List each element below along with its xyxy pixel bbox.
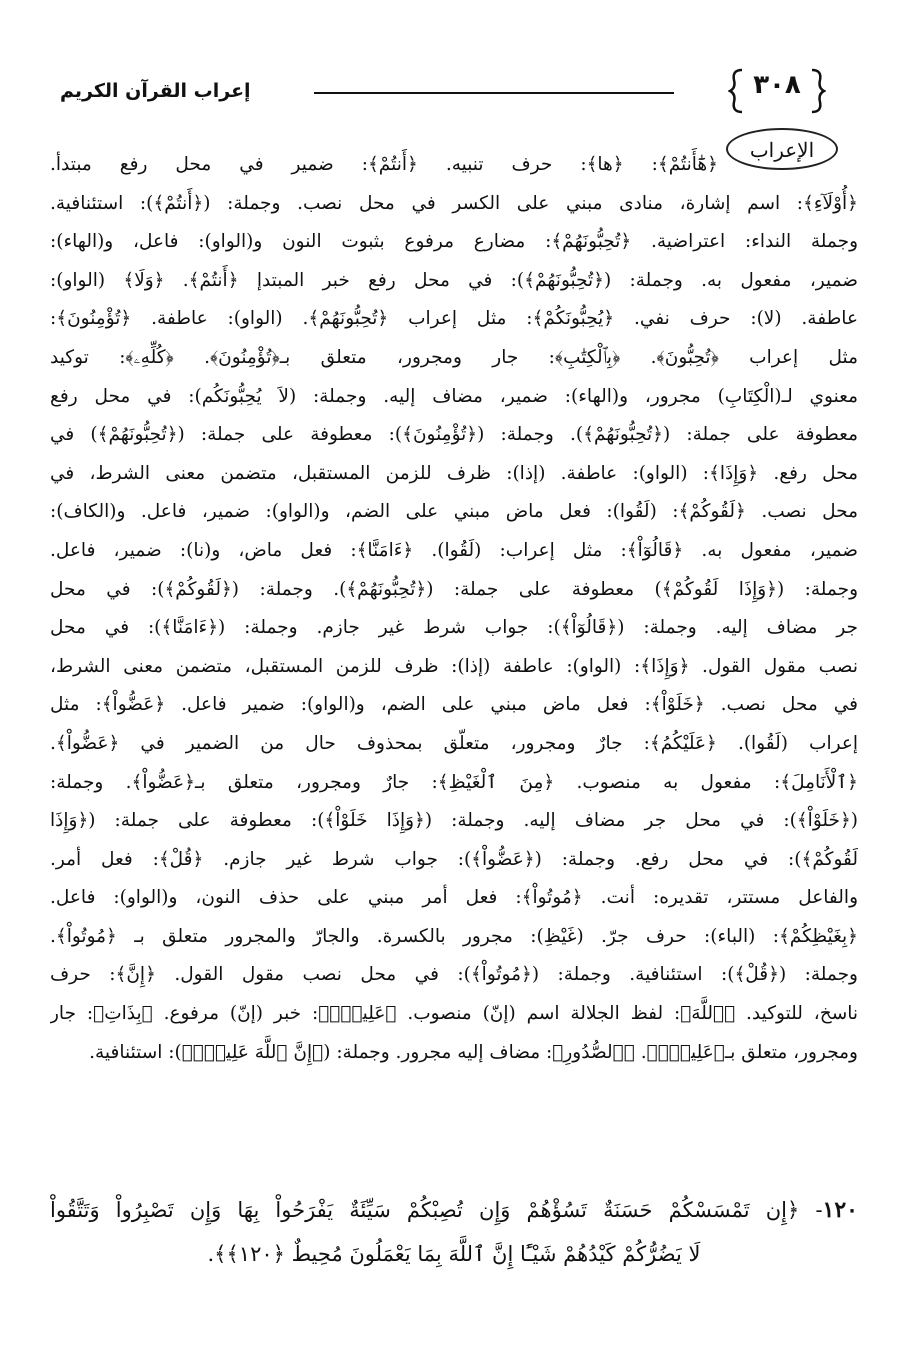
text-line: لَقُوكُمْ﴾): في محل رفع. وجملة: (﴿عَضُّواْ﴾): جواب شرط غير جازم. ﴿قُلْ﴾: فعل أمر. (50, 848, 858, 870)
text-line: عاطفة. (لا): حرف نفي. ﴿يُحِبُّونَكُمْ﴾: مثل إعراب ﴿تُحِبُّونَهُمْ﴾. (الواو): عاطفة. ﴿تُؤْمِنُونَ﴾: (50, 308, 858, 330)
section-badge: الإعراب (726, 128, 838, 170)
text-line: معنوي لـ(الْكِتَابِ) مجرور، و(الهاء): ضمير، مضاف إليه. وجملة: (لاَ يُحِبُّونَكُم): في محل رفع (50, 385, 858, 407)
text-line: ضمير، مفعول به. ﴿قَالُوٓاْ﴾: مثل إعراب: (لَقُوا). ﴿ءَامَنَّا﴾: فعل ماض، و(نا): ضمير، فاعل. (50, 539, 858, 561)
text-line: معطوفة على جملة: (﴿تُحِبُّونَهُمْ﴾). وجملة: (﴿تُؤْمِنُونَ﴾): معطوفة على جملة: (﴿تُحِبُّونَهُمْ﴾) في (50, 424, 858, 446)
text-line: ﴿بِغَيْظِكُمْ﴾: (الباء): حرف جرّ. (غَيْظِ): مجرور بالكسرة. والجارّ والمجرور متعلق بـ ﴿مُوتُواْ﴾. (50, 925, 858, 947)
page-number: ٣٠٨ (753, 70, 801, 100)
text-line: جر مضاف إليه. وجملة: (﴿قَالُوٓاْ﴾): جواب شرط غير جازم. وجملة: (﴿ءَامَنَّا﴾): في محل (50, 617, 858, 639)
text-line: محل رفع. ﴿وَإِذَا﴾: (الواو): عاطفة. (إذا): ظرف للزمن المستقبل، متضمن معنى الشرط، في (50, 462, 858, 484)
verse-line: لَا يَضُرُّكُمْ كَيْدُهُمْ شَيْـًٔا إِنَّ ٱللَّهَ بِمَا يَعْمَلُونَ مُحِيطٌ ﴿١٢٠﴾﴾. (207, 1242, 701, 1266)
verse-number: ١٢٠ (822, 1197, 858, 1223)
text-line: محل نصب. ﴿لَقُوكُمْ﴾: (لَقُوا): فعل ماض مبني على الضم، و(الواو): ضمير، فاعل. و(الكاف): (50, 501, 858, 523)
book-title: إعراب القرآن الكريم (60, 80, 251, 102)
page-header (60, 64, 848, 120)
verse-line: ١٢٠- ﴿إِن تَمْسَسْكُمْ حَسَنَةٌ تَسُؤْهُمْ وَإِن تُصِبْكُمْ سَيِّئَةٌ يَفْرَحُواْ بِهَا وَإِن تَصْبِرُواْ وَتَتَّقُواْ (50, 1197, 858, 1223)
text-line: (﴿خَلَوْاْ﴾): في محل جر مضاف إليه. وجملة: (﴿وَإِذَا خَلَوْاْ﴾): معطوفة على جملة: (﴿وَإِذَا (50, 810, 858, 832)
text-line: في محل نصب. ﴿خَلَوْاْ﴾: فعل ماض مبني على الضم، و(الواو): ضمير فاعل. ﴿عَضُّواْ﴾: مثل (50, 694, 858, 716)
page-number-frame (728, 66, 826, 116)
text-line: والفاعل مستتر، تقديره: أنت. ﴿مُوتُواْ﴾: فعل أمر مبني على حذف النون، و(الواو): فاعل. (50, 887, 858, 909)
verse-text: ﴿إِن تَمْسَسْكُمْ حَسَنَةٌ تَسُؤْهُمْ وَإِن تُصِبْكُمْ سَيِّئَةٌ يَفْرَحُواْ بِهَا وَإِن تَصْبِرُواْ وَتَتَّقُواْ (50, 1198, 800, 1222)
text-line: وجملة: (﴿قُلْ﴾): استئنافية. وجملة: (﴿مُوتُواْ﴾): في محل نصب مقول القول. ﴿إِنَّ﴾: حرف (50, 964, 858, 986)
text-line: ومجرور، متعلق بـ﴿عَلِيمٌۢ﴾. ﴿ٱلصُّدُورِ﴾: مضاف إليه مجرور. وجملة: (﴿إِنَّ ٱللَّهَ عَلِيمٌۢ﴾): استئنافية. (89, 1041, 858, 1063)
body-text (50, 146, 858, 1072)
text-line: إعراب (لَقُوا). ﴿عَلَيْكُمُ﴾: جارٌ ومجرور، متعلّق بمحذوف حال من الضمير في ﴿عَضُّواْ﴾. (50, 732, 858, 754)
verse-block (50, 1188, 858, 1276)
text-line: وجملة: (﴿وَإِذَا لَقُوكُمْ﴾) معطوفة على جملة: (﴿تُحِبُّونَهُمْ﴾). وجملة: (﴿لَقُوكُمْ﴾): في محل (50, 578, 858, 600)
text-line: ﴿ٱلْأَنَامِلَ﴾: مفعول به منصوب. ﴿مِنَ ٱلْغَيْظِ﴾: جارٌ ومجرور، متعلق بـ﴿عَضُّواْ﴾. وجملة: (50, 771, 858, 793)
text-line: نصب مقول القول. ﴿وَإِذَا﴾: (الواو): عاطفة (إذا): ظرف للزمن المستقبل، متضمن معنى الشرط، (50, 655, 858, 677)
header-rule (314, 92, 674, 94)
text-line: ﴿هَٰٓأَنتُمْ﴾: ﴿ها﴾: حرف تنبيه. ﴿أَنتُمْ﴾: ضمير في محل رفع مبتدأ. (50, 154, 718, 175)
text-line: ناسخ، للتوكيد. ﴿ٱللَّهَ﴾: لفظ الجلالة اسم (إنّ) منصوب. ﴿عَلِيمٌۢ﴾: خبر (إنّ) مرفوع. ﴿بِذَاتِ﴾: جار (50, 1003, 858, 1025)
text-line: ﴿أُوْلَآءِ﴾: اسم إشارة، منادى مبني على الكسر في محل نصب. وجملة: (﴿أَنتُمْ﴾): استئنافية. (50, 192, 858, 214)
text-line: ضمير، مفعول به. وجملة: (﴿تُحِبُّونَهُمْ﴾): في محل رفع خبر المبتدإ ﴿أَنتُمْ﴾. ﴿وَلَا﴾ (الواو): (50, 269, 858, 291)
text-line: وجملة النداء: اعتراضية. ﴿تُحِبُّونَهُمْ﴾: مضارع مرفوع بثبوت النون و(الواو): فاعل، و(الهاء): (50, 231, 858, 253)
text-line: مثل إعراب ﴿تُحِبُّونَ﴾. ﴿بِٱلْكِتَٰبِ﴾: جار ومجرور، متعلق بـ﴿تُؤْمِنُونَ﴾. ﴿كُلِّهِۦ﴾: توكيد (50, 346, 858, 368)
